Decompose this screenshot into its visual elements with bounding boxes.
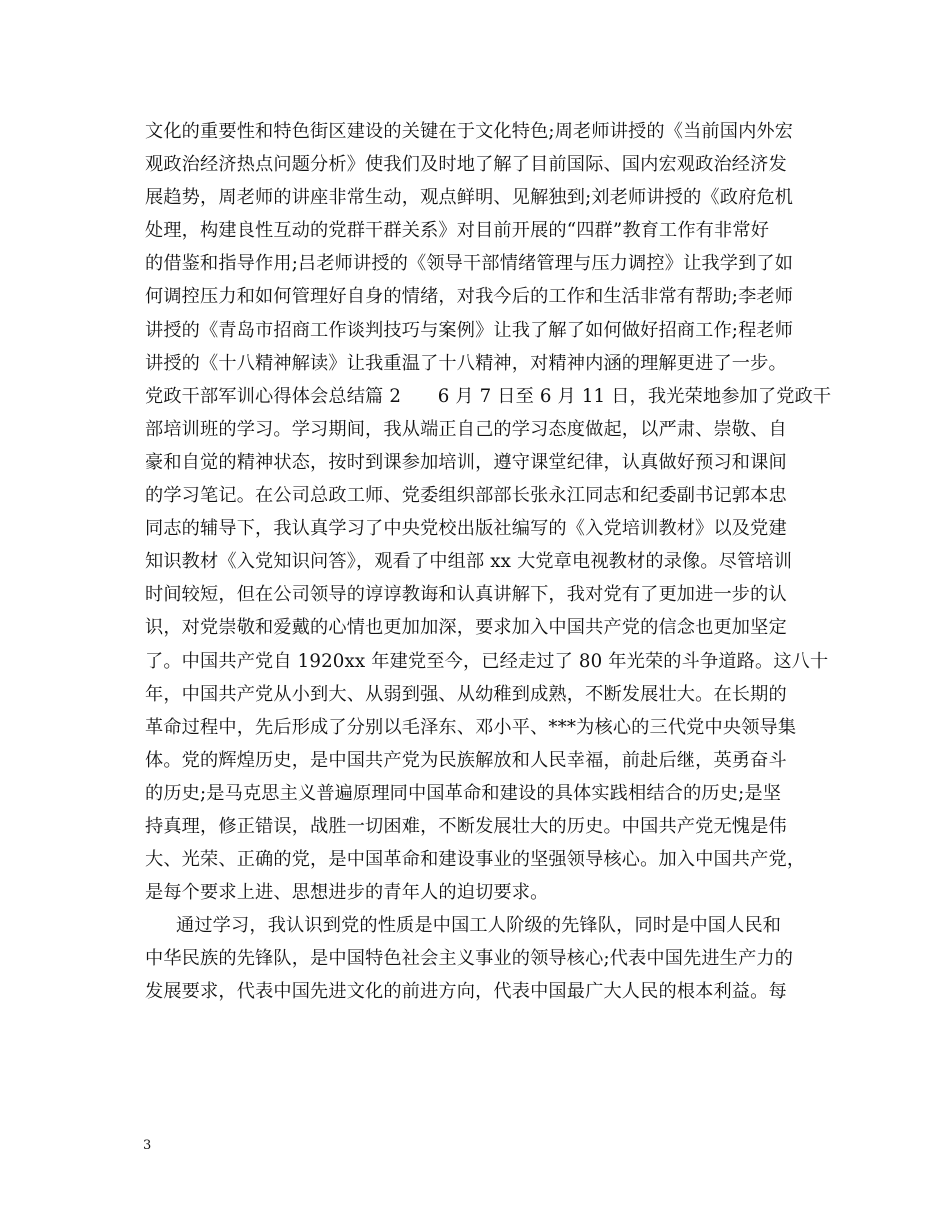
page-number: 3 xyxy=(143,1138,152,1153)
body-text xyxy=(145,115,832,1009)
text-line: 大、光荣、正确的党，是中国革命和建设事业的坚强领导核心。加入中国共产党， xyxy=(145,849,806,871)
text-line: 同志的辅导下，我认真学习了中央党校出版社编写的《入党培训教材》以及党建 xyxy=(145,518,787,540)
text-line: 时间较短，但在公司领导的谆谆教诲和认真讲解下，我对党有了更加进一步的认 xyxy=(145,584,787,606)
paragraph-first-line: 通过学习，我认识到党的性质是中国工人阶级的先锋队，同时是中国人民和 xyxy=(176,915,782,937)
text-line: 了。中国共产党自 1920xx 年建党至今，已经走过了 80 年光荣的斗争道路。这八十 xyxy=(145,650,829,672)
text-line: 中华民族的先锋队，是中国特色社会主义事业的领导核心;代表中国先进生产力的 xyxy=(145,948,794,970)
text-line: 观政治经济热点问题分析》使我们及时地了解了目前国际、国内宏观政治经济发 xyxy=(145,154,787,176)
text-line: 体。党的辉煌历史，是中国共产党为民族解放和人民幸福，前赴后继，英勇奋斗 xyxy=(145,749,787,771)
text-line: 部培训班的学习。学习期间，我从端正自己的学习态度做起，以严肃、崇敬、自 xyxy=(145,418,787,440)
text-line: 知识教材《入党知识问答》，观看了中组部 xx 大党章电视教材的录像。尽管培训 xyxy=(145,551,793,573)
text-line: 是每个要求上进、思想进步的青年人的迫切要求。 xyxy=(145,882,549,904)
section-heading-line: 党政干部军训心得体会总结篇 2 6 月 7 日至 6 月 11 日，我光荣地参加了党政干 xyxy=(145,385,832,407)
text-line: 发展要求，代表中国先进文化的前进方向，代表中国最广大人民的根本利益。每 xyxy=(145,981,787,1003)
text-line: 年，中国共产党从小到大、从弱到强、从幼稚到成熟，不断发展壮大。在长期的 xyxy=(145,683,787,705)
text-line: 革命过程中，先后形成了分别以毛泽东、邓小平、***为核心的三代党中央领导集 xyxy=(145,716,797,738)
text-line: 的学习笔记。在公司总政工师、党委组织部部长张永江同志和纪委副书记郭本忠 xyxy=(145,485,787,507)
text-line: 讲授的《十八精神解读》让我重温了十八精神，对精神内涵的理解更进了一步。 xyxy=(145,352,787,374)
text-line: 何调控压力和如何管理好自身的情绪，对我今后的工作和生活非常有帮助;李老师 xyxy=(145,286,794,308)
text-line: 的借鉴和指导作用;吕老师讲授的《领导干部情绪管理与压力调控》让我学到了如 xyxy=(145,253,794,275)
text-line: 展趋势，周老师的讲座非常生动，观点鲜明、见解独到;刘老师讲授的《政府危机 xyxy=(145,187,794,209)
text-line: 文化的重要性和特色街区建设的关键在于文化特色;周老师讲授的《当前国内外宏 xyxy=(145,121,794,142)
text-line: 识，对党崇敬和爱戴的心情也更加加深，要求加入中国共产党的信念也更加坚定 xyxy=(145,617,787,639)
text-line: 讲授的《青岛市招商工作谈判技巧与案例》让我了解了如何做好招商工作;程老师 xyxy=(145,319,794,341)
text-line: 的历史;是马克思主义普遍原理同中国革命和建设的具体实践相结合的历史;是坚 xyxy=(145,782,782,804)
text-line: 豪和自觉的精神状态，按时到课参加培训，遵守课堂纪律，认真做好预习和课间 xyxy=(145,451,787,473)
text-line: 处理，构建良性互动的党群干群关系》对目前开展的“四群”教育工作有非常好 xyxy=(145,220,770,242)
text-line: 持真理，修正错误，战胜一切困难，不断发展壮大的历史。中国共产党无愧是伟 xyxy=(145,815,787,837)
